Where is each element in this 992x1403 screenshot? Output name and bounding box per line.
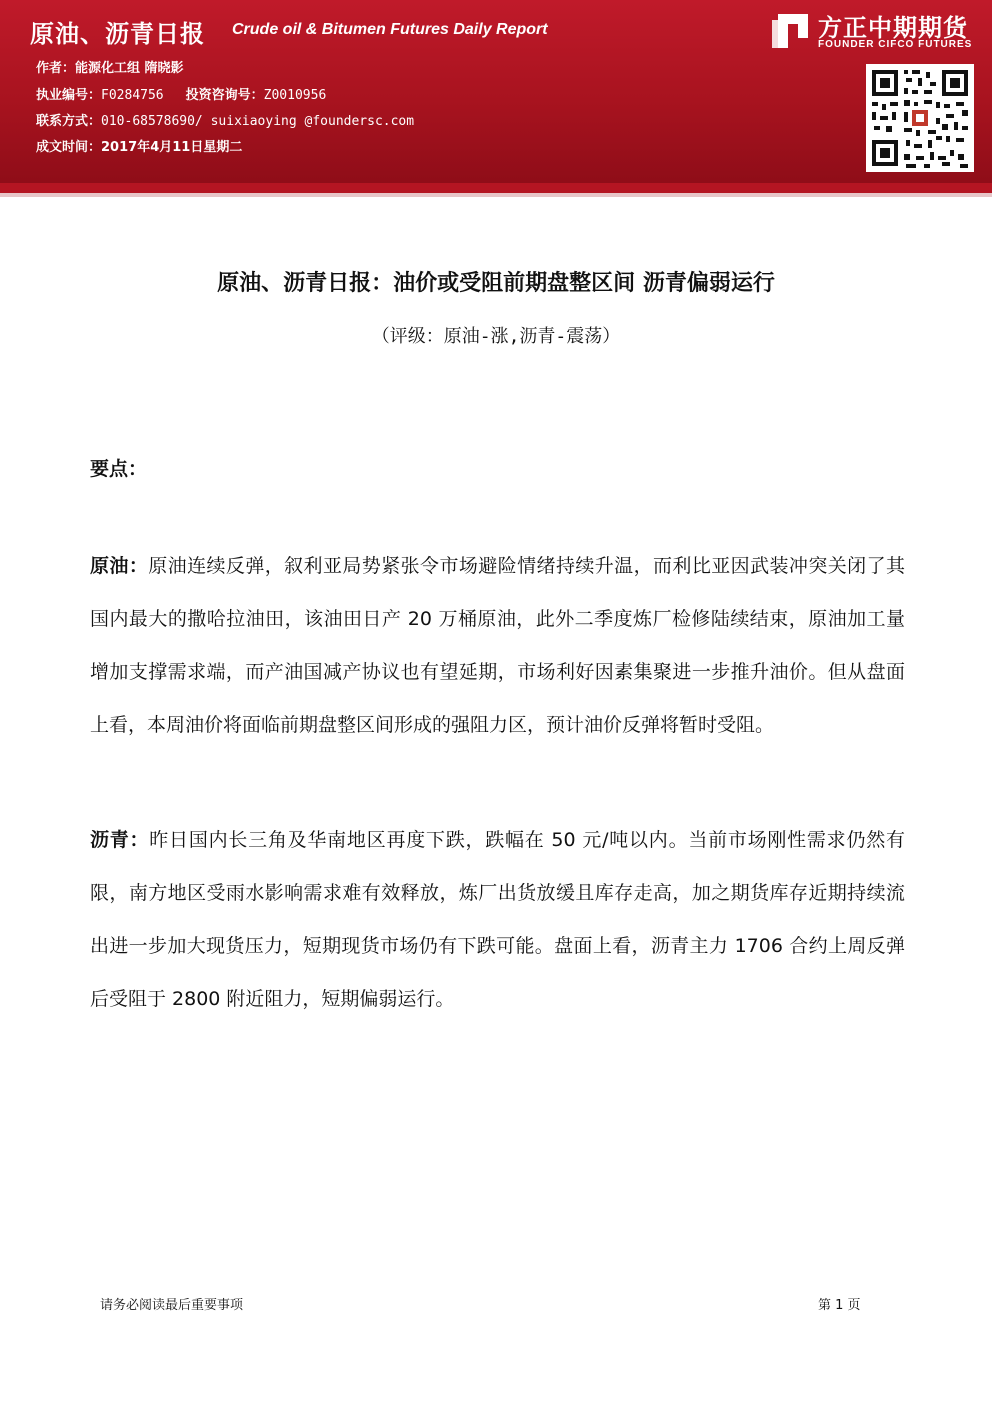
license-line [36,84,326,103]
rating-subtitle: （评级：原油-涨,沥青-震荡） [371,326,621,347]
report-title-cn: 原油、沥青日报 [30,20,205,48]
crude-oil-label: 原油： [90,555,149,577]
company-name-cn: 方正中期期货 [818,14,968,42]
license-label: 执业编号： [36,88,102,103]
consult-value: Z0010956 [263,88,327,103]
header-divider-light [0,193,992,197]
crude-oil-paragraph [90,540,905,752]
author-line [36,57,184,76]
header-divider [0,183,992,193]
keypoints-heading: 要点： [90,458,148,480]
bitumen-text: 昨日国内长三角及华南地区再度下跌，跌幅在 50 元/吨以内。当前市场刚性需求仍然有限，南方地区受雨水影响需求难有效释放，炼厂出货放缓且库存走高，加之期货库存近期持续流出进一步加大现货压力，短期现货市场仍有下跌可能。盘面上看，沥青主力 1706 合约上周反弹后受阻于 2800 附近阻力，短期偏弱运行。 [90,829,905,1010]
bitumen-paragraph [90,814,905,1026]
page-number: 第 1 页 [818,1298,861,1313]
contact-label: 联系方式： [36,114,102,129]
company-logo [770,8,984,56]
author-label: 作者： [36,61,76,76]
document-title: 原油、沥青日报：油价或受阻前期盘整区间 沥青偏弱运行 [217,271,775,296]
crude-oil-text: 原油连续反弹，叙利亚局势紧张令市场避险情绪持续升温，而利比亚因武装冲突关闭了其国内最大的撒哈拉油田，该油田日产 20 万桶原油，此外二季度炼厂检修陆续结束，原油加工量增加支撑需求端，而产油国减产协议也有望延期，市场利好因素集聚进一步推升油价。但从盘面上看，本周油价将面临前期盘整区间形成的强阻力区，预计油价反弹将暂时受阻。 [90,555,905,736]
bitumen-label: 沥青： [90,829,150,851]
author-value: 能源化工组 隋晓影 [75,61,184,76]
date-line [36,136,242,155]
footer-notice: 请务必阅读最后重要事项 [100,1298,244,1313]
date-value: 2017年4月11日星期二 [101,140,243,155]
company-name-en: FOUNDER CIFCO FUTURES [818,39,973,50]
contact-line [36,110,414,129]
contact-value: 010-68578690/ suixiaoying @foundersc.com [101,114,415,129]
license-value: F0284756 [101,88,164,103]
report-title-en: Crude oil & Bitumen Futures Daily Report [232,21,548,38]
date-label: 成文时间： [36,140,102,155]
consult-label: 投资咨询号： [185,88,264,103]
founder-logo-icon [770,10,810,50]
qr-code-icon [866,64,974,172]
